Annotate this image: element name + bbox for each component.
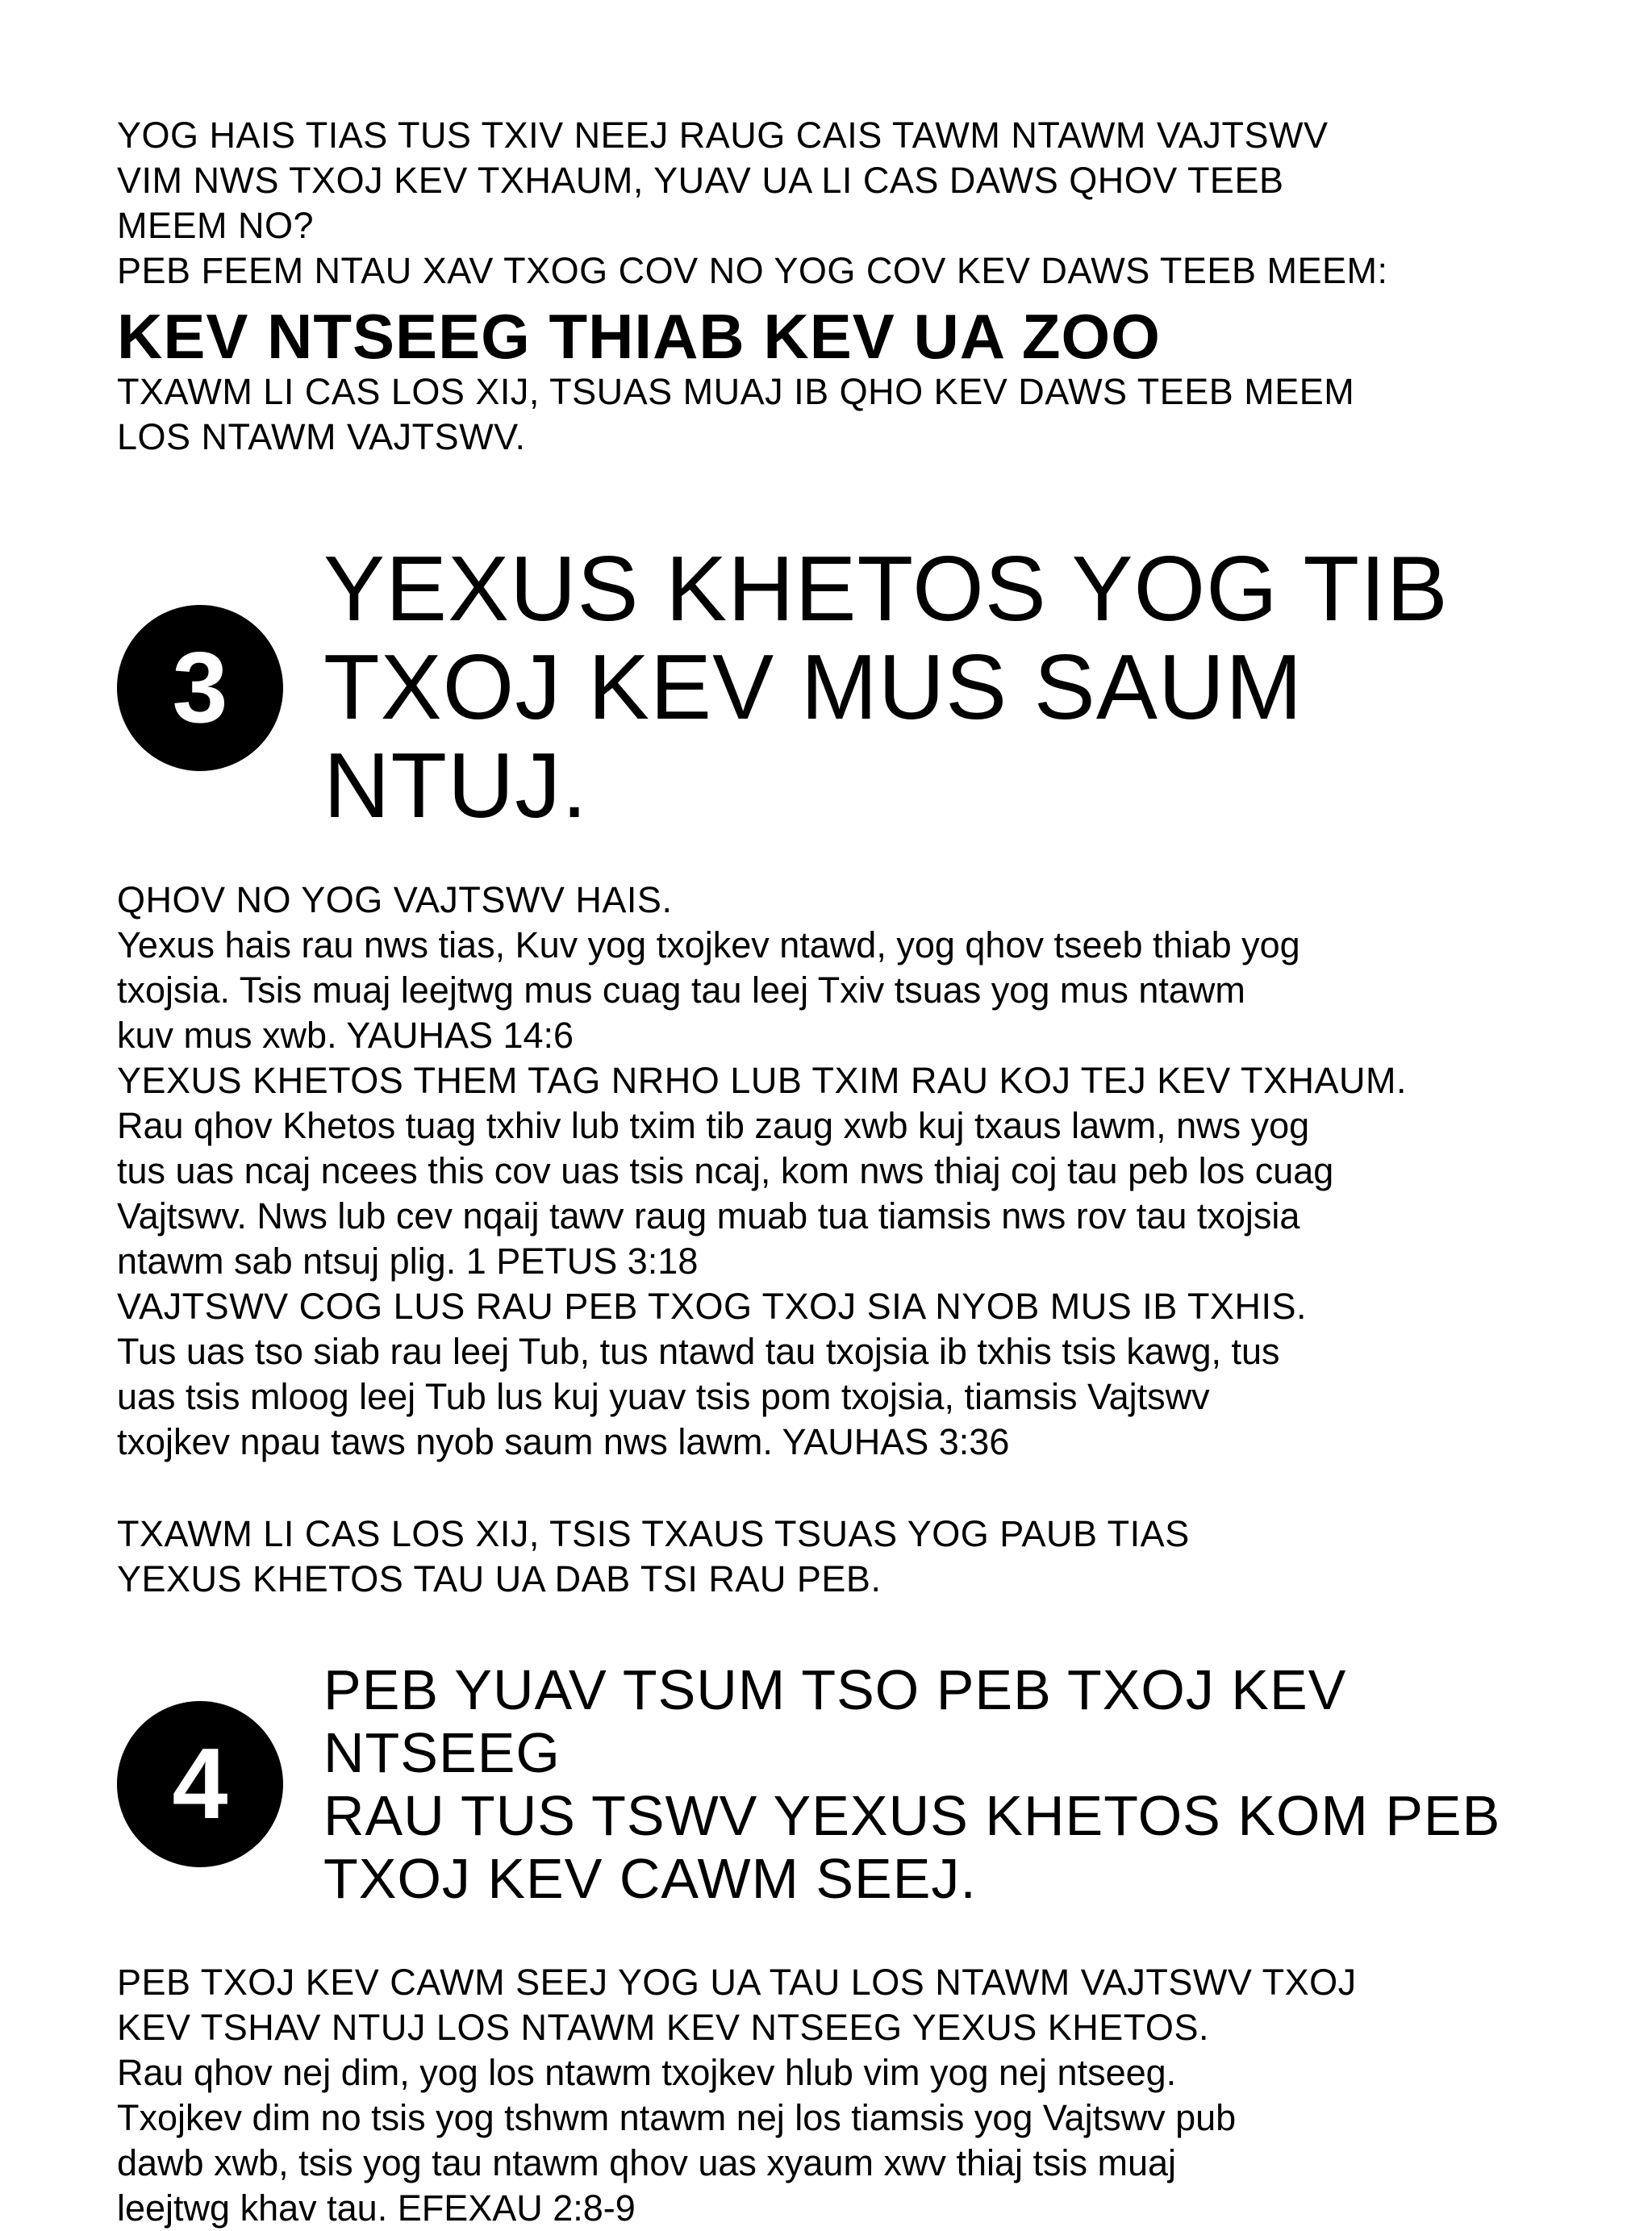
section-3-body: [117, 878, 1553, 1465]
section-4-body: [117, 1960, 1553, 2231]
section-title-line: TXOJ KEV CAWM SEEJ.: [323, 1847, 977, 1910]
intro-line: TXAWM LI CAS LOS XIJ, TSUAS MUAJ IB QHO KEV DAWS TEEB MEEM: [117, 371, 1355, 412]
body-line: txojsia. Tsis muaj leejtwg mus cuag tau leej Txiv tsuas yog mus ntawm: [117, 970, 1245, 1011]
intro-heading: KEV NTSEEG THIAB KEV UA ZOO: [117, 301, 1161, 372]
section-3-title: [323, 540, 1553, 836]
section-number-badge: 4: [117, 1701, 283, 1867]
section-title-line: TXOJ KEV MUS SAUM NTUJ.: [323, 636, 1304, 837]
body-line: kuv mus xwb. YAUHAS 14:6: [117, 1015, 574, 1056]
body-line: dawb xwb, tsis yog tau ntawm qhov uas xyaum xwv thiaj tsis muaj: [117, 2142, 1177, 2183]
section-title-line: RAU TUS TSWV YEXUS KHETOS KOM PEB: [323, 1784, 1501, 1847]
body-line: Txojkev dim no tsis yog tshwm ntawm nej los tiamsis yog Vajtswv pub: [117, 2097, 1237, 2138]
section-4-title: [323, 1658, 1553, 1910]
body-line: PEB TXOJ KEV CAWM SEEJ YOG UA TAU LOS NTAWM VAJTSWV TXOJ: [117, 1962, 1357, 2003]
body-line: ntawm sab ntsuj plig. 1 PETUS 3:18: [117, 1241, 699, 1282]
body-line: uas tsis mloog leej Tub lus kuj yuav tsis pom txojsia, tiamsis Vajtswv: [117, 1376, 1210, 1417]
intro-line: MEEM NO?: [117, 205, 315, 246]
section-3-header: [117, 540, 1553, 836]
closing-line: YEXUS KHETOS TAU UA DAB TSI RAU PEB.: [117, 1558, 882, 1599]
document-page: [117, 113, 1553, 2231]
body-line: Yexus hais rau nws tias, Kuv yog txojkev ntawd, yog qhov tseeb thiab yog: [117, 924, 1300, 965]
intro-block: [117, 113, 1553, 460]
intro-line: YOG HAIS TIAS TUS TXIV NEEJ RAUG CAIS TAWM NTAWM VAJTSWV: [117, 115, 1329, 156]
body-line: tus uas ncaj ncees this cov uas tsis ncaj, kom nws thiaj coj tau peb los cuag: [117, 1150, 1334, 1191]
section-number-badge: 3: [117, 605, 283, 771]
closing-line: TXAWM LI CAS LOS XIJ, TSIS TXAUS TSUAS YOG PAUB TIAS: [117, 1513, 1190, 1554]
intro-line: LOS NTAWM VAJTSWV.: [117, 416, 526, 457]
section-4-header: [117, 1658, 1553, 1910]
intro-line: PEB FEEM NTAU XAV TXOG COV NO YOG COV KEV DAWS TEEB MEEM:: [117, 250, 1388, 291]
body-line: YEXUS KHETOS THEM TAG NRHO LUB TXIM RAU KOJ TEJ KEV TXHAUM.: [117, 1060, 1407, 1101]
intro-line: VIM NWS TXOJ KEV TXHAUM, YUAV UA LI CAS DAWS QHOV TEEB: [117, 160, 1284, 201]
body-line: Vajtswv. Nws lub cev nqaij tawv raug muab tua tiamsis nws rov tau txojsia: [117, 1195, 1300, 1236]
section-title-line: YEXUS KHETOS YOG TIB: [323, 538, 1449, 640]
body-line: txojkev npau taws nyob saum nws lawm. YAUHAS 3:36: [117, 1421, 1010, 1462]
body-line: QHOV NO YOG VAJTSWV HAIS.: [117, 879, 673, 920]
section-title-line: PEB YUAV TSUM TSO PEB TXOJ KEV NTSEEG: [323, 1658, 1347, 1784]
body-line: Tus uas tso siab rau leej Tub, tus ntawd tau txojsia ib txhis tsis kawg, tus: [117, 1331, 1280, 1372]
section-3-closing: [117, 1512, 1553, 1602]
body-line: KEV TSHAV NTUJ LOS NTAWM KEV NTSEEG YEXUS KHETOS.: [117, 2007, 1209, 2048]
body-line: Rau qhov nej dim, yog los ntawm txojkev hlub vim yog nej ntseeg.: [117, 2052, 1177, 2093]
body-line: Rau qhov Khetos tuag txhiv lub txim tib zaug xwb kuj txaus lawm, nws yog: [117, 1105, 1310, 1146]
body-line: VAJTSWV COG LUS RAU PEB TXOG TXOJ SIA NYOB MUS IB TXHIS.: [117, 1286, 1307, 1327]
body-line: leejtwg khav tau. EFEXAU 2:8-9: [117, 2187, 636, 2229]
